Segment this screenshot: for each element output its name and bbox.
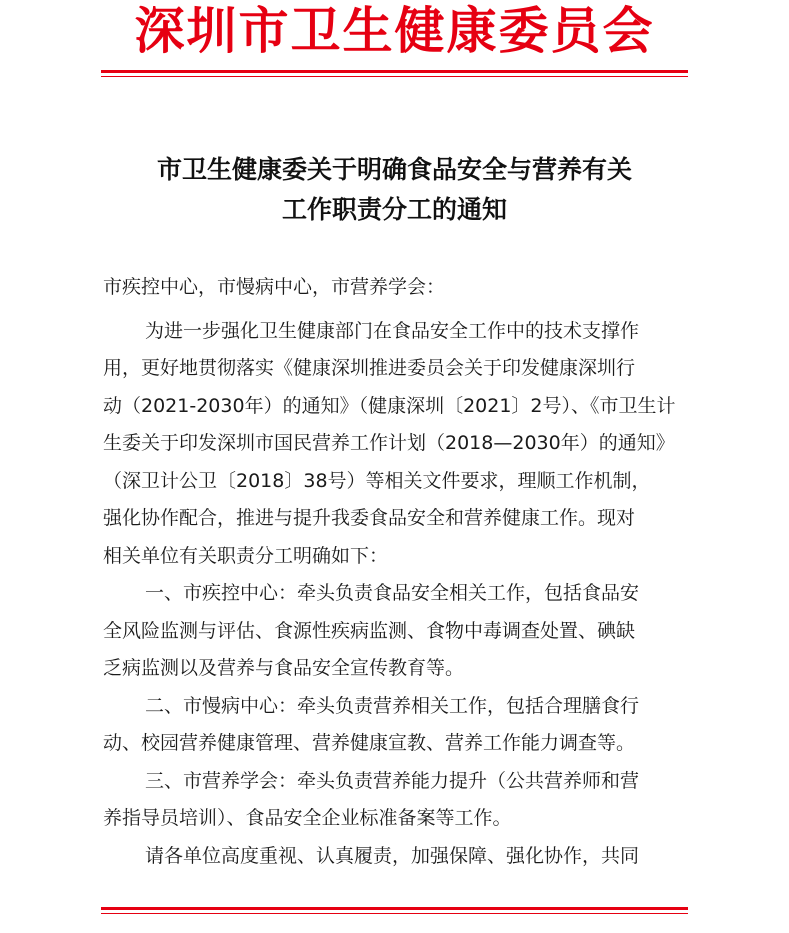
section-item-2: 二、市慢病中心：牵头负责营养相关工作，包括合理膳食行 (145, 695, 640, 717)
title-line: 工作职责分工的通知 (281, 195, 507, 224)
body-line: 动（2021-2030年）的通知》（健康深圳〔2021〕2号）、《市卫生计 (103, 395, 676, 417)
closing-paragraph: 请各单位高度重视、认真履责，加强保障、强化协作，共同 (145, 845, 640, 867)
body-line: 强化协作配合，推进与提升我委食品安全和营养健康工作。现对 (103, 507, 636, 529)
body-line: 为进一步强化卫生健康部门在食品安全工作中的技术支撑作 (145, 320, 640, 342)
title-line: 市卫生健康委关于明确食品安全与营养有关 (156, 155, 632, 184)
body-line: 全风险监测与评估、食源性疾病监测、食物中毒调查处置、碘缺 (103, 620, 636, 642)
body-line: （深卫计公卫〔2018〕38号）等相关文件要求，理顺工作机制， (103, 470, 651, 492)
addressee: 市疾控中心，市慢病中心，市营养学会： (103, 276, 446, 298)
body-line: 相关单位有关职责分工明确如下： (103, 545, 389, 567)
letterhead-divider-thick (101, 70, 688, 73)
body-line: 用，更好地贯彻落实《健康深圳推进委员会关于印发健康深圳行 (103, 357, 636, 379)
org-name-heading: 深圳市卫生健康委员会 (134, 1, 655, 60)
section-item-3: 三、市营养学会：牵头负责营养能力提升（公共营养师和营 (145, 770, 640, 792)
document-title (90, 150, 699, 230)
body-line: 生委关于印发深圳市国民营养工作计划（2018—2030年）的通知》 (103, 432, 675, 454)
letterhead-divider-thin (101, 76, 688, 77)
letterhead (0, 0, 789, 58)
body-line: 乏病监测以及营养与食品安全宣传教育等。 (103, 657, 465, 679)
footer-divider-thick (101, 907, 688, 910)
section-item-1: 一、市疾控中心：牵头负责食品安全相关工作，包括食品安 (145, 582, 640, 604)
footer-divider-thin (101, 913, 688, 914)
body-line: 动、校园营养健康管理、营养健康宣教、营养工作能力调查等。 (103, 732, 636, 754)
body-line: 养指导员培训）、食品安全企业标准备案等工作。 (103, 807, 512, 829)
